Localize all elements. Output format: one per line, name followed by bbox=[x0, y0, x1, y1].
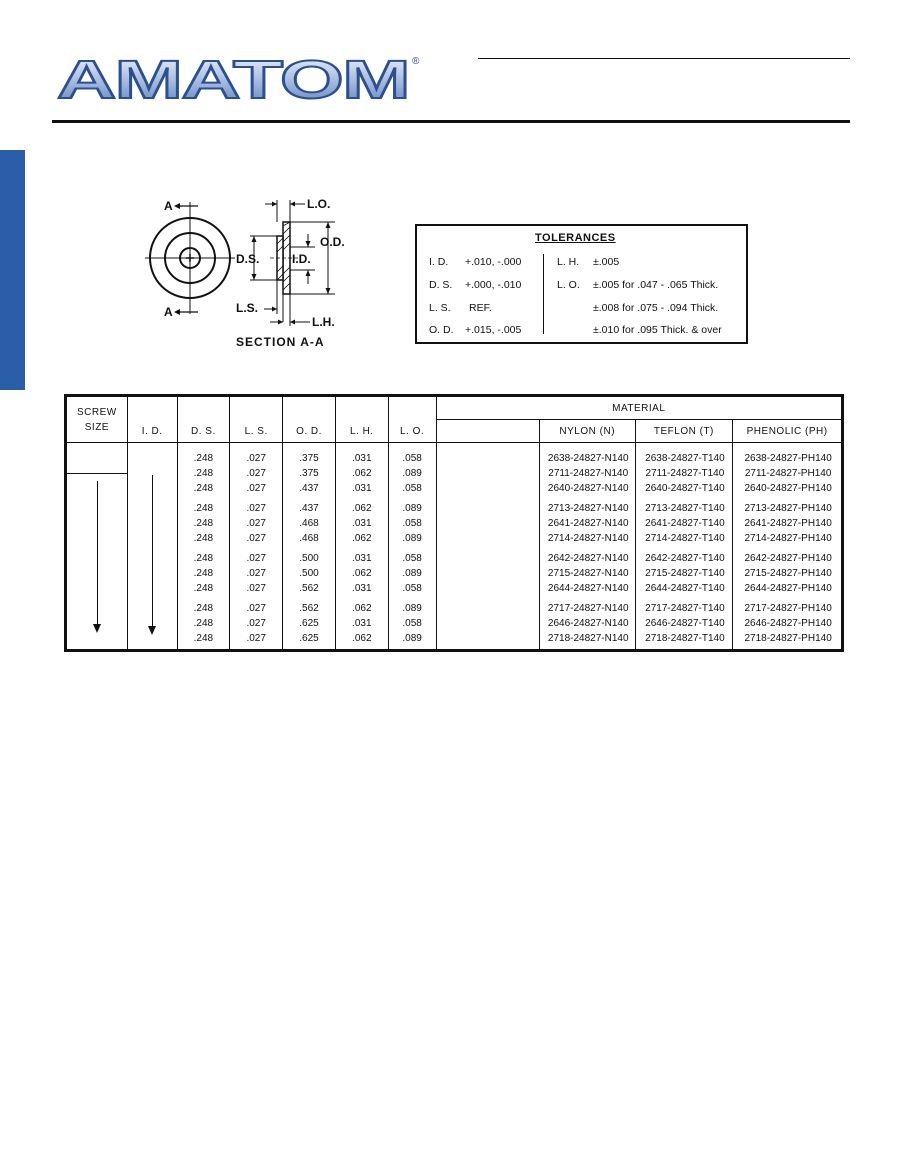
lo-column bbox=[388, 443, 436, 651]
ls-value: .027 bbox=[246, 583, 266, 594]
lh-value: .062 bbox=[352, 568, 372, 579]
drawing-caption: SECTION A-A bbox=[236, 335, 325, 349]
od-value: .468 bbox=[299, 518, 319, 529]
row-group bbox=[283, 601, 335, 646]
label-od: O.D. bbox=[320, 235, 345, 249]
lo-value: .089 bbox=[402, 503, 422, 514]
tol-right-value: ±.005 for .047 - .065 Thick. bbox=[593, 279, 719, 291]
nylon-value: 2640-24827-N140 bbox=[547, 483, 629, 494]
row-group bbox=[336, 501, 388, 546]
header-id: I. D. bbox=[127, 396, 177, 443]
lo-value: .089 bbox=[402, 533, 422, 544]
row-group bbox=[230, 601, 282, 646]
row-group bbox=[546, 551, 631, 596]
lo-value: .058 bbox=[402, 583, 422, 594]
lo-value: .058 bbox=[402, 618, 422, 629]
ds-value: .248 bbox=[193, 453, 214, 464]
nylon-value: 2638-24827-N140 bbox=[547, 453, 629, 464]
tol-right-value: ±.008 for .075 - .094 Thick. bbox=[593, 302, 719, 314]
row-group bbox=[389, 451, 436, 496]
lo-value: .089 bbox=[402, 633, 422, 644]
header-od: O. D. bbox=[283, 396, 336, 443]
down-arrow-icon bbox=[152, 475, 153, 633]
row-group bbox=[283, 451, 335, 496]
od-value: .562 bbox=[299, 603, 319, 614]
lh-value: .062 bbox=[352, 533, 372, 544]
label-lo: L.O. bbox=[307, 197, 331, 211]
ds-value: .248 bbox=[193, 583, 214, 594]
row-group bbox=[739, 451, 837, 496]
row-group bbox=[546, 451, 631, 496]
lh-value: .062 bbox=[352, 603, 372, 614]
lo-value: .058 bbox=[402, 453, 422, 464]
phenolic-value: 2644-24827-PH140 bbox=[744, 583, 832, 594]
od-value: .625 bbox=[299, 633, 319, 644]
tolerances-title: TOLERANCES bbox=[535, 232, 616, 244]
nylon-value: 2714-24827-N140 bbox=[547, 533, 629, 544]
tol-left-value: +.010, -.000 bbox=[465, 256, 522, 268]
nylon-value: 2646-24827-N140 bbox=[547, 618, 629, 629]
teflon-value: 2638-24827-T140 bbox=[645, 453, 725, 464]
teflon-value: 2644-24827-T140 bbox=[645, 583, 725, 594]
ls-value: .027 bbox=[246, 518, 266, 529]
nylon-value: 2715-24827-N140 bbox=[547, 568, 629, 579]
nylon-column bbox=[539, 443, 635, 651]
phenolic-value: 2713-24827-PH140 bbox=[744, 503, 832, 514]
tolerances-divider bbox=[543, 254, 544, 334]
tol-right-value: ±.005 bbox=[593, 256, 620, 268]
ls-value: .027 bbox=[246, 483, 266, 494]
tol-left-value: +.015, -.005 bbox=[465, 324, 522, 336]
phenolic-value: 2711-24827-PH140 bbox=[744, 468, 832, 479]
ds-value: .248 bbox=[193, 483, 214, 494]
header-teflon: TEFLON (T) bbox=[635, 420, 733, 443]
ls-value: .027 bbox=[246, 453, 266, 464]
lh-value: .031 bbox=[352, 483, 372, 494]
tol-left-value: +.000, -.010 bbox=[465, 279, 522, 291]
phenolic-column bbox=[733, 443, 843, 651]
teflon-column bbox=[635, 443, 733, 651]
teflon-value: 2718-24827-T140 bbox=[645, 633, 725, 644]
ls-value: .027 bbox=[246, 503, 266, 514]
teflon-value: 2715-24827-T140 bbox=[645, 568, 725, 579]
row-group bbox=[739, 501, 837, 546]
phenolic-value: 2718-24827-PH140 bbox=[744, 633, 832, 644]
ls-value: .027 bbox=[246, 468, 266, 479]
row-group bbox=[642, 601, 729, 646]
row-group bbox=[230, 501, 282, 546]
phenolic-value: 2640-24827-PH140 bbox=[744, 483, 832, 494]
phenolic-value: 2714-24827-PH140 bbox=[744, 533, 832, 544]
label-ls: L.S. bbox=[236, 301, 259, 315]
tol-right-label: L. H. bbox=[557, 256, 580, 268]
top-thin-rule bbox=[478, 58, 850, 59]
header-material: MATERIAL bbox=[436, 396, 842, 420]
row-group bbox=[230, 451, 282, 496]
amatom-logo bbox=[55, 50, 425, 106]
tol-right-value: ±.010 for .095 Thick. & over bbox=[593, 324, 722, 336]
header-screw-size: SCREW SIZE bbox=[66, 396, 128, 443]
od-value: .562 bbox=[299, 583, 319, 594]
ds-value: .248 bbox=[193, 518, 214, 529]
lo-value: .058 bbox=[402, 483, 422, 494]
phenolic-value: 2642-24827-PH140 bbox=[744, 553, 832, 564]
nylon-value: 2644-24827-N140 bbox=[547, 583, 629, 594]
tol-right-label: L. O. bbox=[557, 279, 580, 291]
ls-value: .027 bbox=[246, 533, 266, 544]
ds-value: .248 bbox=[193, 533, 214, 544]
od-value: .500 bbox=[299, 553, 319, 564]
lh-value: .062 bbox=[352, 503, 372, 514]
nylon-value: 2713-24827-N140 bbox=[547, 503, 629, 514]
id-cell bbox=[127, 443, 177, 651]
screw-size-cell bbox=[66, 443, 128, 651]
ds-value: .248 bbox=[193, 568, 214, 579]
tol-left-label: D. S. bbox=[429, 279, 453, 291]
ds-value: .248 bbox=[193, 618, 214, 629]
row-group bbox=[336, 601, 388, 646]
header-divider bbox=[52, 120, 850, 123]
phenolic-value: 2715-24827-PH140 bbox=[744, 568, 832, 579]
row-group bbox=[283, 551, 335, 596]
lh-value: .062 bbox=[352, 633, 372, 644]
nylon-value: 2718-24827-N140 bbox=[547, 633, 629, 644]
teflon-value: 2642-24827-T140 bbox=[645, 553, 725, 564]
od-value: .437 bbox=[299, 483, 319, 494]
lh-value: .031 bbox=[352, 453, 372, 464]
lh-value: .031 bbox=[352, 518, 372, 529]
label-lh: L.H. bbox=[312, 315, 335, 329]
teflon-value: 2640-24827-T140 bbox=[645, 483, 725, 494]
header-lo: L. O. bbox=[388, 396, 436, 443]
nylon-value: 2641-24827-N140 bbox=[547, 518, 629, 529]
phenolic-value: 2717-24827-PH140 bbox=[744, 603, 832, 614]
screw-size-divider bbox=[67, 473, 127, 474]
nylon-value: 2642-24827-N140 bbox=[547, 553, 629, 564]
registered-mark: ® bbox=[412, 56, 420, 67]
ds-value: .248 bbox=[193, 553, 214, 564]
teflon-value: 2714-24827-T140 bbox=[645, 533, 725, 544]
od-value: .500 bbox=[299, 568, 319, 579]
lh-value: .062 bbox=[352, 468, 372, 479]
ds-value: .248 bbox=[193, 468, 214, 479]
row-group bbox=[336, 451, 388, 496]
row-group bbox=[642, 501, 729, 546]
tol-left-label: O. D. bbox=[429, 324, 454, 336]
header-phenolic: PHENOLIC (PH) bbox=[733, 420, 843, 443]
ds-column bbox=[177, 443, 230, 651]
lo-value: .089 bbox=[402, 568, 422, 579]
down-arrow-icon bbox=[97, 481, 98, 631]
nylon-value: 2711-24827-N140 bbox=[548, 468, 629, 479]
header-ls: L. S. bbox=[230, 396, 283, 443]
ds-value: .248 bbox=[193, 603, 214, 614]
row-group bbox=[178, 601, 230, 646]
teflon-value: 2711-24827-T140 bbox=[645, 468, 725, 479]
row-group bbox=[739, 601, 837, 646]
row-group bbox=[230, 551, 282, 596]
row-group bbox=[336, 551, 388, 596]
ls-value: .027 bbox=[246, 603, 266, 614]
teflon-value: 2641-24827-T140 bbox=[645, 518, 725, 529]
lh-value: .031 bbox=[352, 618, 372, 629]
ls-value: .027 bbox=[246, 618, 266, 629]
row-group bbox=[389, 501, 436, 546]
washer-section-drawing bbox=[140, 192, 380, 352]
od-value: .375 bbox=[299, 468, 319, 479]
header-nylon: NYLON (N) bbox=[539, 420, 635, 443]
label-ds: D.S. bbox=[236, 252, 260, 266]
od-value: .468 bbox=[299, 533, 319, 544]
ls-value: .027 bbox=[246, 568, 266, 579]
ds-value: .248 bbox=[193, 503, 214, 514]
section-a-bottom: A bbox=[164, 305, 173, 319]
phenolic-value: 2638-24827-PH140 bbox=[744, 453, 832, 464]
phenolic-value: 2646-24827-PH140 bbox=[744, 618, 832, 629]
ds-value: .248 bbox=[193, 633, 214, 644]
section-a-top: A bbox=[164, 199, 173, 213]
row-group bbox=[389, 551, 436, 596]
od-value: .625 bbox=[299, 618, 319, 629]
header-ds: D. S. bbox=[177, 396, 230, 443]
row-group bbox=[642, 551, 729, 596]
teflon-value: 2713-24827-T140 bbox=[645, 503, 725, 514]
ls-value: .027 bbox=[246, 633, 266, 644]
material-blank-column bbox=[436, 443, 539, 651]
od-column bbox=[283, 443, 336, 651]
ls-value: .027 bbox=[246, 553, 266, 564]
lo-value: .058 bbox=[402, 553, 422, 564]
row-group bbox=[739, 551, 837, 596]
row-group bbox=[642, 451, 729, 496]
row-group bbox=[178, 501, 230, 546]
tol-left-label: L. S. bbox=[429, 302, 451, 314]
header-lh: L. H. bbox=[335, 396, 388, 443]
teflon-value: 2646-24827-T140 bbox=[645, 618, 725, 629]
logo-text: AMATOM bbox=[57, 50, 409, 106]
od-value: .375 bbox=[299, 453, 319, 464]
lh-value: .031 bbox=[352, 553, 372, 564]
od-value: .437 bbox=[299, 503, 319, 514]
lo-value: .058 bbox=[402, 518, 422, 529]
row-group bbox=[546, 501, 631, 546]
phenolic-value: 2641-24827-PH140 bbox=[744, 518, 832, 529]
row-group bbox=[389, 601, 436, 646]
lh-value: .031 bbox=[352, 583, 372, 594]
row-group bbox=[546, 601, 631, 646]
lo-value: .089 bbox=[402, 603, 422, 614]
teflon-value: 2717-24827-T140 bbox=[645, 603, 725, 614]
tolerances-box bbox=[415, 224, 748, 344]
header-material-blank bbox=[436, 420, 539, 443]
lh-column bbox=[335, 443, 388, 651]
row-group bbox=[283, 501, 335, 546]
tol-left-label: I. D. bbox=[429, 256, 449, 268]
side-color-tab bbox=[0, 150, 25, 390]
nylon-value: 2717-24827-N140 bbox=[547, 603, 629, 614]
tol-left-value: REF. bbox=[469, 302, 492, 314]
row-group bbox=[178, 551, 230, 596]
lo-value: .089 bbox=[402, 468, 422, 479]
row-group bbox=[178, 451, 230, 496]
washer-parts-table bbox=[64, 394, 844, 652]
label-id: I.D. bbox=[292, 252, 311, 266]
ls-column bbox=[230, 443, 283, 651]
